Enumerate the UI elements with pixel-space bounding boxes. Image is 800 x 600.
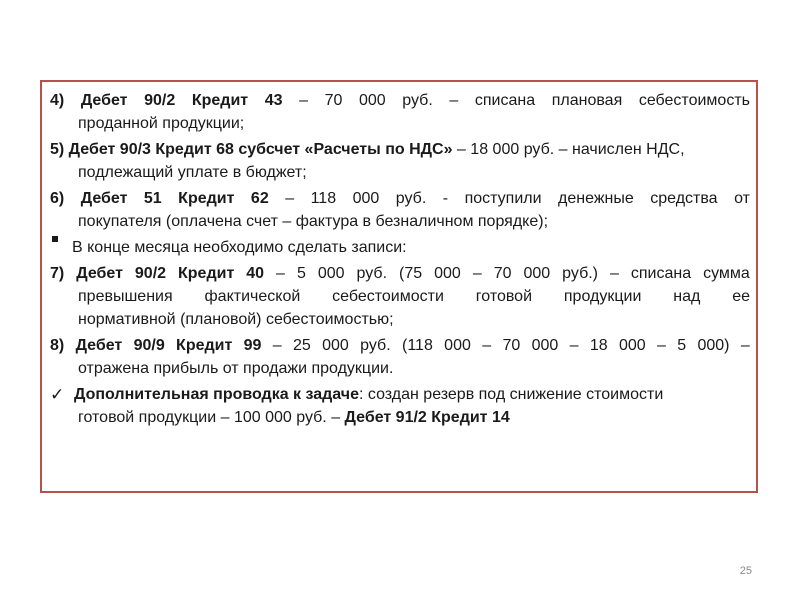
- word: –: [472, 265, 482, 282]
- word: 6): [50, 190, 65, 207]
- word: 000: [434, 265, 461, 282]
- entry-5-line-1: [50, 138, 750, 161]
- word: 40: [246, 265, 265, 282]
- entry-4-line-1: [50, 89, 750, 112]
- bullet-line: [50, 236, 750, 259]
- entry-4: [50, 89, 750, 135]
- word: поступили: [464, 190, 542, 207]
- entry-8: [50, 334, 750, 380]
- word: 99: [243, 337, 262, 354]
- entry-7-line-1: [50, 262, 750, 285]
- word: –: [610, 265, 619, 282]
- entry-4-line-2: проданной продукции;: [78, 115, 245, 132]
- word: превышения: [78, 288, 173, 305]
- additional-entry-debit-credit: Дебет 91/2 Кредит 14: [344, 409, 510, 426]
- entry-5-amount: – 18 000 руб. – начислен НДС,: [452, 141, 685, 158]
- entry-8-line-2: отражена прибыль от продажи продукции.: [78, 360, 394, 377]
- word: Дебет: [76, 265, 123, 282]
- word: плановая: [551, 92, 623, 109]
- word: –: [569, 337, 579, 354]
- word: 5: [296, 265, 306, 282]
- entry-7: [50, 262, 750, 331]
- word: 62: [250, 190, 269, 207]
- word: 43: [264, 92, 283, 109]
- additional-entry-line-2: [50, 406, 750, 429]
- word: себестоимость: [638, 92, 750, 109]
- word: Дебет: [75, 337, 123, 354]
- word: (75: [399, 265, 423, 282]
- word: –: [449, 92, 459, 109]
- word: 90/2: [144, 92, 176, 109]
- word: продукции: [563, 288, 642, 305]
- word: 70: [502, 337, 521, 354]
- word: Кредит: [176, 337, 233, 354]
- word: готовой: [475, 288, 533, 305]
- entry-6-line-1: [50, 187, 750, 210]
- word: 70: [324, 92, 343, 109]
- word: –: [482, 337, 492, 354]
- additional-entry-amount: готовой продукции – 100 000 руб. –: [78, 409, 345, 426]
- word: руб.: [360, 337, 391, 354]
- word: –: [656, 337, 666, 354]
- word: Кредит: [191, 92, 249, 109]
- word: 000: [317, 265, 345, 282]
- word: Дебет: [80, 92, 128, 109]
- word: средства: [650, 190, 718, 207]
- word: 5: [677, 337, 687, 354]
- entry-5-debit-credit: 5) Дебет 90/3 Кредит 68 субсчет «Расчеты по НДС»: [50, 141, 453, 158]
- entry-5: [50, 138, 750, 184]
- word: –: [285, 190, 295, 207]
- word: 7): [50, 265, 65, 282]
- word: руб.): [562, 265, 599, 282]
- additional-entry: [50, 383, 750, 429]
- word: 18: [589, 337, 608, 354]
- word: 25: [293, 337, 311, 354]
- additional-entry-line-1: [50, 383, 750, 406]
- word: от: [734, 190, 750, 207]
- entry-6-line-2: покупателя (оплачена счет – фактура в безналичном порядке);: [78, 213, 549, 230]
- word: 000: [523, 265, 551, 282]
- word: фактической: [204, 288, 301, 305]
- page-number: 25: [739, 565, 752, 577]
- additional-entry-title: Дополнительная проводка к задаче: [74, 386, 359, 403]
- word: 000: [444, 337, 471, 354]
- word: -: [442, 190, 449, 207]
- bullet-text: В конце месяца необходимо сделать записи:: [72, 239, 407, 256]
- word: 000: [618, 337, 646, 354]
- word: 90/9: [133, 337, 165, 354]
- word: 000: [322, 337, 349, 354]
- word: ее: [732, 288, 750, 305]
- word: руб.: [356, 265, 388, 282]
- word: руб.: [395, 190, 427, 207]
- word: 90/2: [134, 265, 167, 282]
- word: 000: [358, 92, 386, 109]
- word: Кредит: [178, 190, 235, 207]
- word: 51: [143, 190, 162, 207]
- word: –: [299, 92, 308, 109]
- entry-7-line-3: нормативной (плановой) себестоимостью;: [78, 311, 394, 328]
- additional-entry-description: : создан резерв под снижение стоимости: [359, 386, 664, 403]
- checkmark-icon: ✓: [50, 385, 65, 404]
- word: Кредит: [178, 265, 235, 282]
- word: над: [673, 288, 701, 305]
- word: 000: [352, 190, 380, 207]
- entry-5-line-2: подлежащий уплате в бюджет;: [78, 164, 307, 181]
- word: списана: [630, 265, 692, 282]
- word: списана: [474, 92, 536, 109]
- entry-7-line-2: [50, 285, 750, 308]
- word: –: [276, 265, 285, 282]
- word: 000): [697, 337, 730, 354]
- word: (118: [402, 337, 433, 354]
- word: 000: [531, 337, 559, 354]
- word: денежные: [558, 190, 634, 207]
- word: 70: [493, 265, 512, 282]
- word: 8): [50, 337, 65, 354]
- bullet-item: [50, 236, 750, 259]
- word: 4): [50, 92, 65, 109]
- word: руб.: [402, 92, 433, 109]
- word: –: [272, 337, 282, 354]
- square-bullet-icon: [52, 236, 58, 242]
- entry-6: [50, 187, 750, 233]
- entry-8-line-1: [50, 334, 750, 357]
- word: себестоимости: [332, 288, 444, 305]
- word: сумма: [703, 265, 750, 282]
- word: –: [740, 337, 750, 354]
- word: Дебет: [80, 190, 128, 207]
- word: 118: [310, 190, 337, 207]
- accounting-entries-box: [40, 80, 758, 493]
